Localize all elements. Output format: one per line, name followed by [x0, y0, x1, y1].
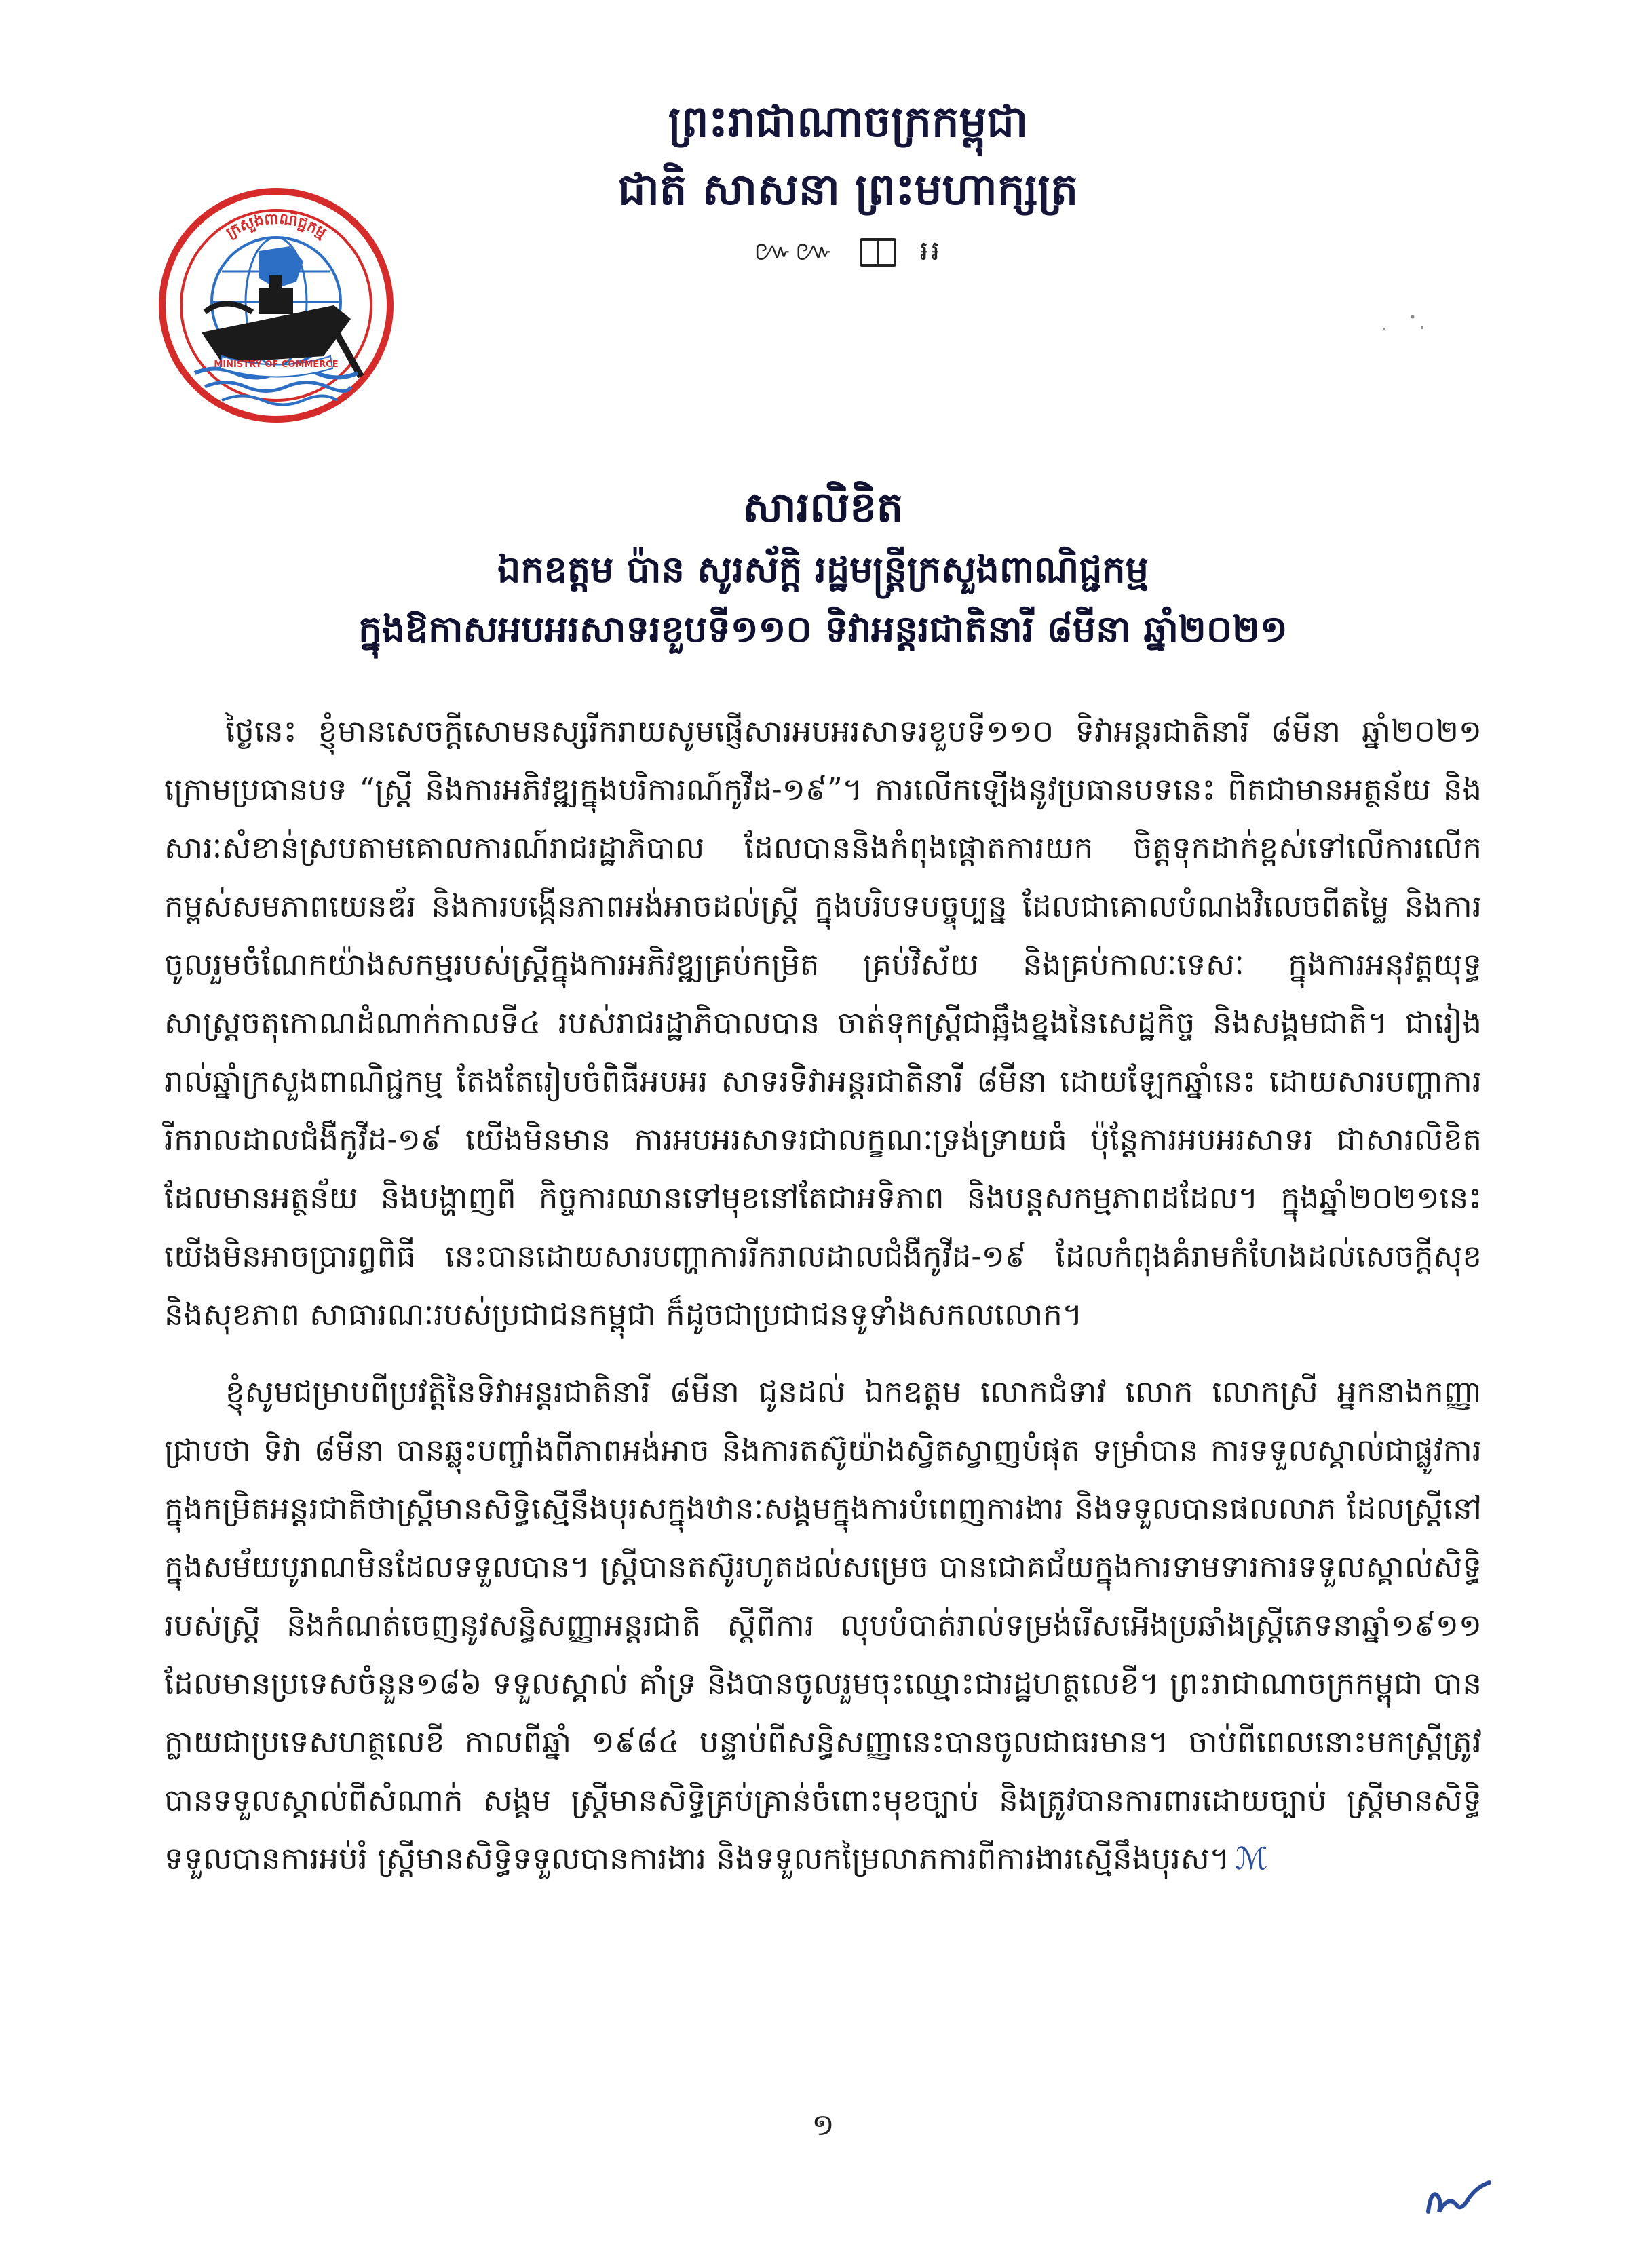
- initials-signature-icon: [1421, 2174, 1496, 2222]
- kingdom-name: ព្រះរាជាណាចក្រកម្ពុជា: [668, 97, 1029, 147]
- scan-specks: [1377, 309, 1432, 336]
- ornament-right: ៛៛: [919, 235, 943, 267]
- page-number: ១: [811, 2108, 835, 2142]
- logo-arc-text: ក្រសួងពាណិជ្ជកម្ម: [223, 210, 330, 242]
- body-paragraph-2-text: ខ្ញុំសូមជម្រាបពីប្រវត្តិនៃទិវាអន្តរជាតិនារី ៨មីនា ជូនដល់ ឯកឧត្តម លោកជំទាវ លោក លោកស្រី អ្នកនាងកញ្ញា ជ្រាបថា ទិវា ៨មីនា បានឆ្លុះបញ្ចាំងពីភាពអង់អាច និងការតស៊ូយ៉ាងស្វិតស្វាញបំផុត ទម្រាំបាន ការទទួលស្គាល់ជាផ្លូវការក្នុងកម្រិតអន្តរជាតិថាស្ត្រីមានសិទ្ធិស្មើនឹងបុរសក្នុងឋានៈសង្គមក្នុងការបំពេញការងារ និងទទួលបានផលលាភ ដែលស្ត្រីនៅក្នុងសម័យបូរាណមិនដែលទទួលបាន។ ស្ត្រីបានតស៊ូរហូតដល់សម្រេច បានជោគជ័យក្នុងការទាមទារការទទួលស្គាល់សិទ្ធិរបស់ស្ត្រី និងកំណត់ចេញនូវសន្ធិសញ្ញាអន្តរជាតិ ស្តីពីការ លុបបំបាត់រាល់ទម្រង់រើសអើងប្រឆាំងស្ត្រីភេទនាឆ្នាំ១៩១១ ដែលមានប្រទេសចំនួន១៨៦ ទទួលស្គាល់ គាំទ្រ និងបានចូលរួមចុះឈ្មោះជារដ្ឋហត្ថលេខី។ ព្រះរាជាណាចក្រកម្ពុជា បានក្លាយជាប្រទេសហត្ថលេខី កាលពីឆ្នាំ ១៩៨៤ បន្ទាប់ពីសន្ធិសញ្ញានេះបានចូលជាធរមាន។ ចាប់ពីពេលនោះមកស្ត្រីត្រូវបានទទួលស្គាល់ពីសំណាក់ សង្គម ស្ត្រីមានសិទ្ធិគ្រប់គ្រាន់ចំពោះមុខច្បាប់ និងត្រូវបានការពារដោយច្បាប់ ស្ត្រីមានសិទ្ធិទទួលបានការអប់រំ ស្ត្រីមានសិទ្ធិទទួលបានការងារ និងទទួលកម្រៃលាភការពីការងារស្មើនឹងបុរស។: [164, 1374, 1482, 1877]
- letter-title-block: [170, 475, 1476, 659]
- body-paragraph-1: ថ្ងៃនេះ ខ្ញុំមានសេចក្តីសោមនស្សរីករាយសូមផ្ញើសារអបអរសាទរខួបទី១១០ ទិវាអន្តរជាតិនារី ៨មីនា ឆ្នាំ២០២១ ក្រោមប្រធានបទ “ស្ត្រី និងការអភិវឌ្ឍក្នុងបរិការណ៍កូវីដ-១៩”។ ការលើកឡើងនូវប្រធានបទនេះ ពិតជាមានអត្ថន័យ និងសារៈសំខាន់ស្របតាមគោលការណ៍រាជរដ្ឋាភិបាល ដែលបាននិងកំពុងផ្តោតការយក ចិត្តទុកដាក់ខ្ពស់ទៅលើការលើកកម្ពស់សមភាពយេនឌ័រ និងការបង្កើនភាពអង់អាចដល់ស្ត្រី ក្នុងបរិបទបច្ចុប្បន្ន ដែលជាគោលបំណងវិលេចពីតម្លៃ និងការចូលរួមចំណែកយ៉ាងសកម្មរបស់ស្ត្រីក្នុងការអភិវឌ្ឍគ្រប់កម្រិត គ្រប់វិស័យ និងគ្រប់កាលៈទេសៈ ក្នុងការអនុវត្តយុទ្ធសាស្រ្តចតុកោណដំណាក់កាលទី៤ របស់រាជរដ្ឋាភិបាលបាន ចាត់ទុកស្ត្រីជាឆ្អឹងខ្នងនៃសេដ្ឋកិច្ច និងសង្គមជាតិ។ ជារៀងរាល់ឆ្នាំក្រសួងពាណិជ្ជកម្ម តែងតែរៀបចំពិធីអបអរ សាទរទិវាអន្តរជាតិនារី ៨មីនា ដោយឡែកឆ្នាំនេះ ដោយសារបញ្ហាការរីករាលដាលជំងឺកូវីដ-១៩ យើងមិនមាន ការអបអរសាទរជាលក្ខណៈទ្រង់ទ្រាយធំ ប៉ុន្តែការអបអរសាទរ ជាសារលិខិតដែលមានអត្ថន័យ និងបង្ហាញពី កិច្ចការឈានទៅមុខនៅតែជាអទិភាព និងបន្តសកម្មភាពដដែល។ ក្នុងឆ្នាំ២០២១នេះ យើងមិនអាចប្រារព្ធពិធី នេះបានដោយសារបញ្ហាការរីករាលដាលជំងឺកូវីដ-១៩ ដែលកំពុងគំរាមកំហែងដល់សេចក្តីសុខ និងសុខភាព សាធារណៈរបស់ប្រជាជនកម្ពុជា ក៏ដូចជាប្រជាជនទូទាំងសកលលោក។: [164, 713, 1482, 1332]
- kingdom-motto: ជាតិ សាសនា ព្រះមហាក្សត្រ: [617, 165, 1079, 215]
- letter-occasion: ក្នុងឱកាសអបអរសាទរខួបទី១១០ ទិវាអន្តរជាតិនារី ៨មីនា ឆ្នាំ២០២១: [358, 608, 1288, 651]
- letter-title: សារលិខិត: [742, 482, 904, 532]
- ornament-left: ៚៚: [753, 235, 837, 267]
- paraph-mark: ℳ: [1235, 1841, 1268, 1877]
- header-ornament: [475, 231, 1221, 271]
- ministry-emblem-icon: [157, 187, 395, 424]
- body-paragraph-2: [164, 1363, 1482, 1888]
- logo-ribbon-text: MINISTRY OF COMMERCE: [214, 360, 339, 370]
- letter-body: [164, 702, 1482, 1907]
- book-icon: [860, 238, 896, 267]
- letter-sender: ឯកឧត្តម ប៉ាន សូរស័ក្តិ រដ្ឋមន្ត្រីក្រសួងពាណិជ្ជកម្ម: [497, 548, 1149, 591]
- ministry-logo: [157, 187, 395, 424]
- kingdom-header: [475, 88, 1221, 271]
